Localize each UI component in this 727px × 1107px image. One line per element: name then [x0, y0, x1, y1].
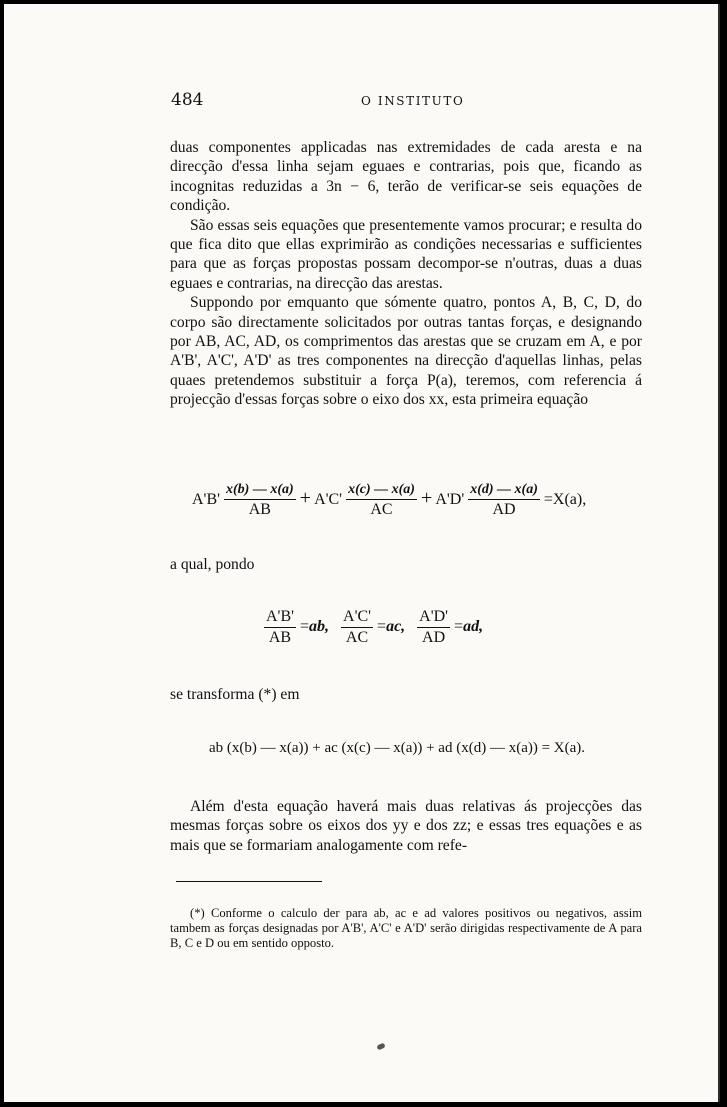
paragraph-4: Além d'esta equação haverá mais duas relativas ás projecções das mesmas forças sobre os eixos dos yy e dos zz; e essas tres equações e as mais que se formariam analogamente com refe- — [170, 798, 642, 854]
text-se-transforma: se transforma (*) em — [170, 686, 300, 703]
eq1-rhs: X(a), — [552, 491, 587, 509]
body-text — [170, 138, 642, 410]
equation-1: A'B' $\frac{x(b) — x(a)}{AB}$ + A'C' $\frac{x(c) — x(a)}{AC}$ + A'D' $\frac{x(d) — x(a)}{AD}$ =X(a), — [192, 482, 587, 518]
footnote-rule — [176, 881, 322, 882]
eq2-num-2: A'C' — [341, 608, 373, 628]
eq1-den-1: AB — [248, 501, 271, 518]
eq1-coef-1: A'B' — [192, 491, 220, 509]
eq2-fraction-1 — [264, 608, 296, 647]
eq1-den-3: AD — [492, 501, 516, 518]
page-number: 484 — [171, 90, 204, 110]
eq1-fraction-3 — [468, 482, 540, 519]
eq1-num-1: x(b) — x(a) — [224, 482, 296, 500]
paragraph-1: duas componentes applicadas nas extremidades de cada aresta e na direcção d'essa linha sejam eguaes e contrarias, pois que, ficando as incognitas reduzidas a 3n − 6, terão de verificar-se seis equações de condição. — [170, 139, 642, 215]
running-title: O INSTITUTO — [361, 94, 465, 108]
page-header — [4, 90, 718, 116]
eq1-fraction-1 — [224, 482, 296, 519]
ink-speck — [376, 1043, 385, 1051]
eq2-den-3: AD — [422, 629, 446, 646]
eq2-rhs-3: ad, — [463, 618, 484, 636]
eq2-num-3: A'D' — [417, 608, 450, 628]
eq2-den-1: AB — [268, 629, 292, 646]
eq1-fraction-2 — [346, 482, 417, 519]
paragraph-after — [170, 797, 642, 855]
eq2-den-2: AC — [345, 629, 369, 646]
paragraph-3: Suppondo por emquanto que sómente quatro, pontos A, B, C, D, do corpo são directamente solicitados por outras tantas forças, e designando por AB, AC, AD, os comprimentos das arestas que se cruzam em A, e por A'B', A'C', A'D' as tres componentes na direcção d'aquellas linhas, pelas quaes pretendemos substituir a força P(a), teremos, com referencia á projecção d'essas forças sobre o eixo dos xx, esta primeira equação — [170, 294, 642, 409]
eq2-rhs-1: ab, — [309, 618, 330, 636]
eq2-rhs-2: ac, — [386, 618, 406, 636]
eq1-den-2: AC — [370, 501, 393, 518]
eq1-num-2: x(c) — x(a) — [346, 482, 417, 500]
eq1-coef-2: A'C' — [314, 491, 343, 509]
eq2-num-1: A'B' — [264, 608, 296, 628]
equation-2: $\frac{A'B'}{AB}$ =ab, $\frac{A'C'}{AC}$ =ac, $\frac{A'D'}{AD}$ =ad, — [266, 608, 484, 646]
eq1-num-3: x(d) — x(a) — [468, 482, 540, 500]
equation-3: ab (x(b) — x(a)) + ac (x(c) — x(a)) + ad (x(d) — x(a)) = X(a). — [209, 740, 586, 756]
book-page — [4, 4, 720, 1102]
eq1-coef-3: A'D' — [435, 491, 465, 509]
paragraph-2: São essas seis equações que presentemente vamos procurar; e resulta do que fica dito que ellas exprimirão as condições necessarias e sufficientes para que as forças propostas possam decompor-se n'outras, duas a duas eguaes e contrarias, na direcção das arestas. — [170, 216, 642, 292]
eq2-fraction-3 — [417, 608, 450, 647]
text-a-qual-pondo: a qual, pondo — [170, 556, 255, 573]
eq2-fraction-2 — [341, 608, 373, 647]
footnote: (*) Conforme o calculo der para ab, ac e ad valores positivos ou negativos, assim tambem as forças designadas por A'B', A'C' e A'D' serão dirigidas respectivamente de A para B, C e D ou em sentido opposto. — [170, 906, 642, 950]
